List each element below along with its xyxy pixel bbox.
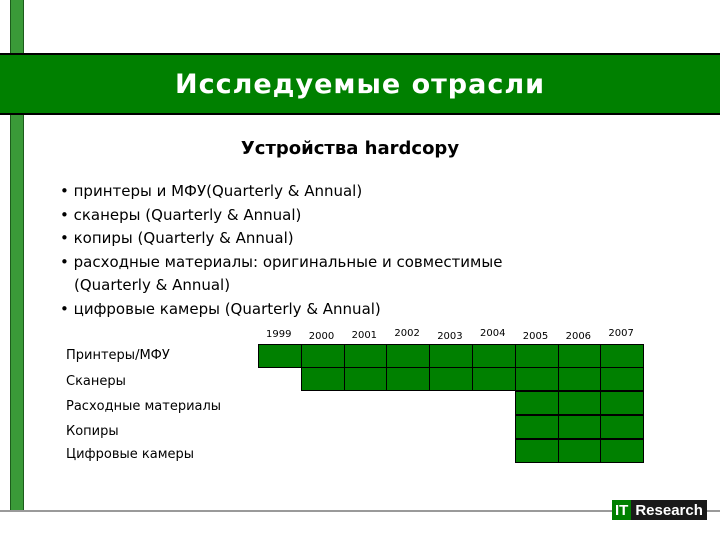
- timeline-cell: [258, 344, 302, 368]
- timeline-cell: [429, 367, 473, 391]
- timeline-row-label: Цифровые камеры: [66, 447, 195, 462]
- timeline-cell: [472, 344, 516, 368]
- timeline-cell: [344, 344, 388, 368]
- bullet-item: • цифровые камеры (Quarterly & Annual): [60, 299, 381, 318]
- year-label: 2007: [608, 328, 634, 339]
- timeline-cell: [558, 415, 602, 439]
- year-label: 2006: [565, 331, 592, 342]
- itresearch-logo: [612, 500, 707, 520]
- year-label: 2000: [308, 331, 335, 342]
- year-label: 1999: [266, 329, 292, 340]
- bullet-item: • расходные материалы: оригинальные и совместимые: [60, 252, 503, 271]
- bullet-list: [60, 180, 502, 321]
- year-label: 2003: [437, 331, 463, 342]
- year-label: 2001: [351, 330, 378, 341]
- timeline-cell: [472, 367, 516, 391]
- timeline-cell: [515, 367, 559, 391]
- timeline-cell: [386, 344, 430, 368]
- timeline-cell: [600, 391, 644, 415]
- logo-it: IT: [612, 500, 631, 520]
- timeline-cell: [600, 415, 644, 439]
- timeline-cell: [301, 367, 345, 391]
- title-banner: [0, 53, 720, 115]
- timeline-cell: [558, 344, 602, 368]
- slide-subtitle: Устройства hardcopy: [240, 138, 460, 159]
- bullet-item: • копиры (Quarterly & Annual): [60, 229, 294, 247]
- year-label: 2004: [480, 328, 506, 339]
- bullet-item: • сканеры (Quarterly & Annual): [60, 205, 302, 224]
- timeline-cell: [515, 391, 559, 415]
- slide-title: Исследуемые отрасли: [174, 68, 546, 100]
- timeline-cell: [515, 439, 559, 463]
- timeline-cell: [600, 439, 644, 463]
- timeline-cell: [515, 415, 559, 439]
- timeline-cell: [600, 367, 644, 391]
- timeline-cell: [558, 391, 602, 415]
- timeline-row-label: Принтеры/МФУ: [66, 348, 170, 363]
- timeline-cell: [301, 344, 345, 368]
- timeline-row-label: Копиры: [66, 424, 119, 439]
- logo-research: Research: [631, 500, 707, 520]
- bullet-item-continuation: (Quarterly & Annual): [74, 276, 231, 294]
- timeline-cell: [344, 367, 388, 391]
- timeline-row-label: Сканеры: [66, 374, 126, 389]
- bullet-item: • принтеры и МФУ(Quarterly & Annual): [60, 182, 363, 200]
- timeline-cell: [515, 344, 559, 368]
- timeline-cell: [558, 439, 602, 463]
- year-label: 2002: [394, 328, 420, 339]
- timeline-cell: [558, 367, 602, 391]
- year-label: 2005: [522, 331, 549, 342]
- timeline-row-label: Расходные материалы: [66, 399, 222, 414]
- timeline-cell: [386, 367, 430, 391]
- timeline-cell: [429, 344, 473, 368]
- timeline-cell: [600, 344, 644, 368]
